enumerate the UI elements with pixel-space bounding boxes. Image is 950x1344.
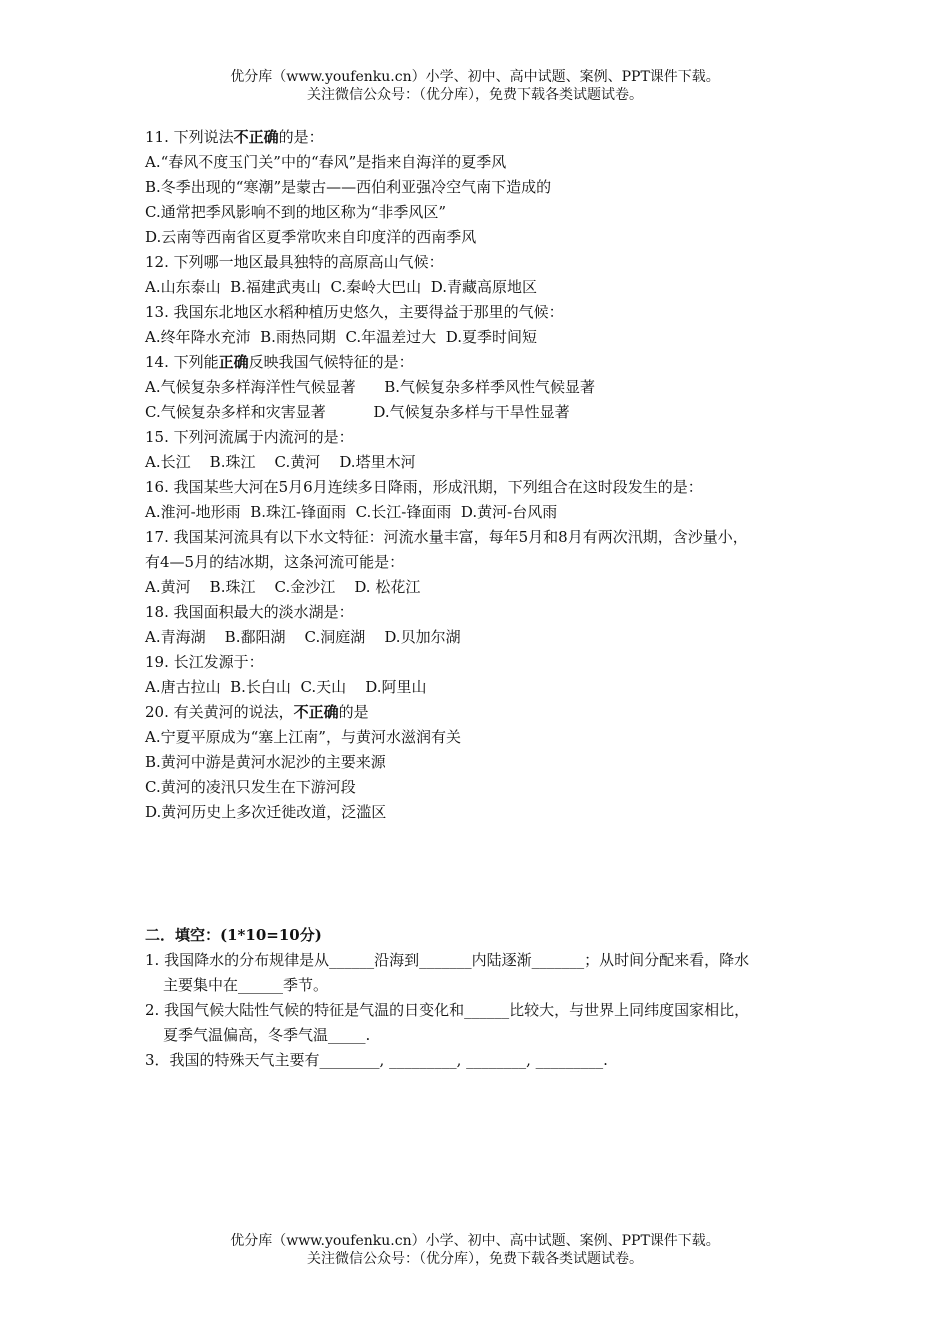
footer-line-2: 关注微信公众号：（优分库），免费下载各类试题试卷。 [307,1251,643,1267]
page-header [0,68,950,104]
emphasis-text: 不正确 [233,128,279,146]
fill-blank-3: 3．我国的特殊天气主要有________, _________, ________, _________. [145,1051,608,1069]
page-footer [0,1232,950,1268]
question-13-stem: 13. 我国东北地区水稻种植历史悠久，主要得益于那里的气候： [145,303,564,321]
question-14-options-ab: A.气候复杂多样海洋性气候显著 B.气候复杂多样季风性气候显著 [145,378,596,396]
question-20-option-c: C.黄河的凌汛只发生在下游河段 [145,778,356,796]
question-12-options: A.山东泰山 B.福建武夷山 C.秦岭大巴山 D.青藏高原地区 [145,278,537,296]
question-18-stem: 18. 我国面积最大的淡水湖是： [145,603,354,621]
stem-text: 的是： [278,128,324,146]
question-11-option-b: B.冬季出现的“寒潮”是蒙古——西伯利亚强冷空气南下造成的 [145,178,552,196]
question-16-stem: 16. 我国某些大河在5月6月连续多日降雨，形成汛期，下列组合在这时段发生的是： [145,478,703,496]
section-2-title: 二．填空：(1*10=10分) [145,926,322,944]
question-11-stem [145,127,324,147]
question-19-options: A.唐古拉山 B.长白山 C.天山 D.阿里山 [145,678,427,696]
stem-text: 20. 有关黄河的说法， [145,703,294,721]
fill-blank-1-cont: 主要集中在______季节。 [163,976,329,994]
question-17-stem-cont: 有4—5月的结冰期，这条河流可能是： [145,553,405,571]
question-14-stem [145,352,414,372]
emphasis-text: 正确 [218,353,249,371]
question-18-options: A.青海湖 B.鄱阳湖 C.洞庭湖 D.贝加尔湖 [145,628,461,646]
stem-text: 反映我国气候特征的是： [248,353,414,371]
stem-text: 11. 下列说法 [145,128,234,146]
question-16-options: A.淮河-地形雨 B.珠江-锋面雨 C.长江-锋面雨 D.黄河-台风雨 [145,503,558,521]
question-20-option-d: D.黄河历史上多次迁徙改道，泛滥区 [145,803,387,821]
fill-blank-2-cont: 夏季气温偏高，冬季气温_____. [163,1026,371,1044]
fill-blank-2: 2. 我国气候大陆性气候的特征是气温的日变化和______比较大，与世界上同纬度国家相比， [145,1001,750,1019]
stem-text: 的是 [338,703,369,721]
question-13-options: A.终年降水充沛 B.雨热同期 C.年温差过大 D.夏季时间短 [145,328,537,346]
question-20-option-b: B.黄河中游是黄河水泥沙的主要来源 [145,753,386,771]
question-19-stem: 19. 长江发源于： [145,653,264,671]
fill-blank-1: 1. 我国降水的分布规律是从______沿海到_______内陆逐渐_______；从时间分配来看，降水 [145,951,750,969]
question-12-stem: 12. 下列哪一地区最具独特的高原高山气候： [145,253,444,271]
question-20-stem [145,702,369,722]
question-20-option-a: A.宁夏平原成为“塞上江南”，与黄河水滋润有关 [145,728,461,746]
emphasis-text: 不正确 [293,703,339,721]
question-11-option-c: C.通常把季风影响不到的地区称为“非季风区” [145,203,447,221]
footer-line-1: 优分库（www.youfenku.cn）小学、初中、高中试题、案例、PPT课件下载。 [230,1233,720,1249]
question-15-options: A.长江 B.珠江 C.黄河 D.塔里木河 [145,453,416,471]
header-line-2: 关注微信公众号：（优分库），免费下载各类试题试卷。 [307,87,643,103]
question-14-options-cd: C.气候复杂多样和灾害显著 D.气候复杂多样与干旱性显著 [145,403,570,421]
question-11-option-d: D.云南等西南省区夏季常吹来自印度洋的西南季风 [145,228,477,246]
stem-text: 14. 下列能 [145,353,219,371]
question-17-options: A.黄河 B.珠江 C.金沙江 D. 松花江 [145,578,421,596]
question-11-option-a: A.“春风不度玉门关”中的“春风”是指来自海洋的夏季风 [145,153,507,171]
question-15-stem: 15. 下列河流属于内流河的是： [145,428,354,446]
header-line-1: 优分库（www.youfenku.cn）小学、初中、高中试题、案例、PPT课件下载。 [230,69,720,85]
question-17-stem: 17. 我国某河流具有以下水文特征：河流水量丰富，每年5月和8月有两次汛期，含沙量小， [145,528,748,546]
